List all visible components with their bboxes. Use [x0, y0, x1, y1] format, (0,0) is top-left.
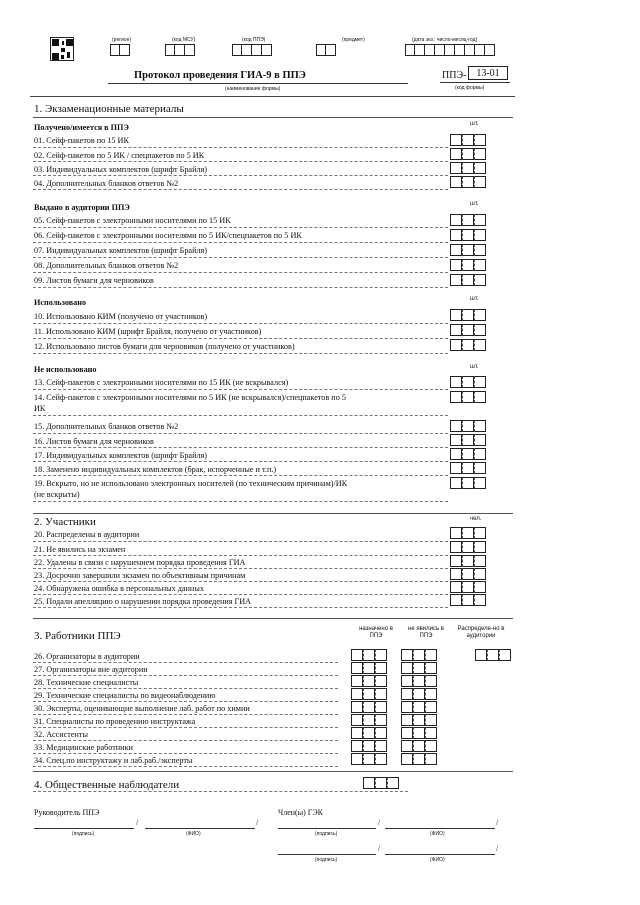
item-33-absent-field[interactable]: [401, 740, 437, 752]
form-name-label: (наименование формы): [225, 86, 281, 92]
group-issued-heading: Выдано в аудитории ППЭ: [34, 203, 130, 212]
item-09-label: 09. Листов бумаги для черновиков: [34, 276, 154, 285]
item-01-field[interactable]: [450, 134, 486, 146]
slash-separator: /: [136, 818, 139, 827]
item-32-absent-field[interactable]: [401, 727, 437, 739]
item-30-assigned-field[interactable]: [351, 701, 387, 713]
item-18-field[interactable]: [450, 462, 486, 474]
item-separator: [33, 389, 448, 390]
section-4-top-divider: [33, 771, 513, 772]
item-06-label: 06. Сейф-пакетов с электронными носителями по 5 ИК/спецпакетов по 5 ИК: [34, 231, 302, 240]
item-15-field[interactable]: [450, 420, 486, 432]
item-20-field[interactable]: [450, 527, 486, 539]
item-24-field[interactable]: [450, 581, 486, 593]
item-26-absent-field[interactable]: [401, 649, 437, 661]
item-separator: [33, 323, 448, 324]
item-separator: [33, 607, 448, 608]
fio-caption: (ФИО): [430, 831, 445, 837]
exam-date-label: (дата экз.: число-месяц-год): [412, 37, 478, 43]
unit-pcs-label: шт.: [470, 201, 479, 207]
form-code-box: 13-01: [468, 66, 508, 80]
item-17-field[interactable]: [450, 448, 486, 460]
item-31-label: 31. Специалисты по проведению инструктажа: [34, 717, 196, 726]
msu-code-field[interactable]: [165, 44, 195, 56]
head-signature-field[interactable]: [34, 828, 134, 829]
item-14-field[interactable]: [450, 391, 486, 403]
slash-separator: /: [378, 844, 381, 853]
region-label: (регион): [112, 37, 132, 43]
slash-separator: /: [256, 818, 259, 827]
section-1-divider: [33, 117, 513, 118]
item-34-absent-field[interactable]: [401, 753, 437, 765]
item-separator: [33, 147, 448, 148]
item-30-label: 30. Эксперты, оценивающие выполнение лаб. работ по химии: [34, 704, 250, 713]
item-separator: [33, 766, 338, 767]
item-26-label: 26. Организаторы в аудитории: [34, 652, 140, 661]
item-separator: [33, 555, 448, 556]
item-separator: [33, 175, 448, 176]
item-28-assigned-field[interactable]: [351, 675, 387, 687]
section-2-title: 2. Участники: [34, 516, 96, 528]
item-separator: [33, 541, 448, 542]
fio-caption: (ФИО): [430, 857, 445, 863]
item-32-label: 32. Ассистенты: [34, 730, 88, 739]
region-field[interactable]: [110, 44, 130, 56]
item-04-field[interactable]: [450, 176, 486, 188]
item-07-label: 07. Индивидуальных комплектов (шрифт Брайля): [34, 246, 208, 255]
item-27-absent-field[interactable]: [401, 662, 437, 674]
item-separator: [33, 415, 448, 416]
section-3-top-divider: [33, 618, 513, 619]
form-code-underline: [440, 82, 510, 83]
item-21-field[interactable]: [450, 541, 486, 553]
item-29-label: 29. Технические специалисты по видеонаблюдению: [34, 691, 216, 700]
gek1-fio-field[interactable]: [385, 828, 495, 829]
item-separator: [33, 433, 448, 434]
item-27-label: 27. Организаторы вне аудитории: [34, 665, 148, 674]
item-separator: [33, 701, 338, 702]
item-separator: [33, 675, 338, 676]
section-3-title: 3. Работники ППЭ: [34, 630, 121, 642]
item-18-label: 18. Заменено индивидуальных комплектов (брак, испорченные и т.п.): [34, 465, 277, 474]
form-code-prefix: ППЭ-: [442, 70, 467, 81]
fio-caption: (ФИО): [186, 831, 201, 837]
ppe-code-label: (код ППЭ): [242, 37, 266, 43]
signature-caption: (подпись): [315, 831, 338, 837]
slash-separator: /: [496, 818, 499, 827]
subject-field[interactable]: [316, 44, 336, 56]
item-03-field[interactable]: [450, 162, 486, 174]
item-separator: [33, 272, 448, 273]
item-separator: [33, 189, 448, 190]
item-14-label: 14. Сейф-пакетов с электронными носителями по 5 ИК (не вскрывался)/спецпакетов по 5: [34, 393, 346, 402]
group-unused-heading: Не использовано: [34, 365, 97, 374]
item-26-distributed-field[interactable]: [475, 649, 511, 661]
item-11-field[interactable]: [450, 324, 486, 336]
gek-member-label: Член(ы) ГЭК: [278, 808, 323, 817]
item-29-absent-field[interactable]: [401, 688, 437, 700]
item-32-assigned-field[interactable]: [351, 727, 387, 739]
item-22-label: 22. Удалены в связи с нарушением порядка проведения ГИА: [34, 558, 246, 567]
item-33-label: 33. Медицинские работники: [34, 743, 133, 752]
item-07-field[interactable]: [450, 244, 486, 256]
item-34-assigned-field[interactable]: [351, 753, 387, 765]
item-21-label: 21. Не явились на экзамен: [34, 545, 126, 554]
item-28-label: 28. Технические специалисты: [34, 678, 139, 687]
signature-caption: (подпись): [72, 831, 95, 837]
item-separator: [33, 791, 408, 792]
item-08-label: 08. Дополнительных бланков ответов №2: [34, 261, 179, 270]
item-12-field[interactable]: [450, 339, 486, 351]
item-16-label: 16. Листов бумаги для черновиков: [34, 437, 154, 446]
msu-code-label: (код МСУ): [172, 37, 196, 43]
item-19-label-cont: (не вскрыты): [34, 490, 80, 499]
item-11-label: 11. Использовано КИМ (шрифт Брайля, получено от участников): [34, 327, 262, 336]
item-10-label: 10. Использовано КИМ (получено от участников): [34, 312, 208, 321]
ppe-code-field[interactable]: [232, 44, 272, 56]
item-separator: [33, 242, 448, 243]
item-separator: [33, 740, 338, 741]
item-25-label: 25. Подали апелляцию о нарушении порядка проведения ГИА: [34, 597, 252, 606]
item-02-label: 02. Сейф-пакетов по 5 ИК / спецпакетов по 5 ИК: [34, 151, 205, 160]
gek2-signature-field[interactable]: [278, 854, 376, 855]
item-separator: [33, 727, 338, 728]
signature-caption: (подпись): [315, 857, 338, 863]
form-name-underline: [108, 83, 408, 84]
group-used-heading: Использовано: [34, 298, 87, 307]
item-02-field[interactable]: [450, 148, 486, 160]
item-separator: [33, 714, 338, 715]
item-separator: [33, 287, 448, 288]
item-separator: [33, 662, 338, 663]
item-29-assigned-field[interactable]: [351, 688, 387, 700]
form-title: Протокол проведения ГИА-9 в ППЭ: [134, 70, 306, 81]
item-separator: [33, 447, 448, 448]
item-33-assigned-field[interactable]: [351, 740, 387, 752]
item-separator: [33, 475, 448, 476]
exam-date-field[interactable]: [405, 44, 495, 56]
slash-separator: /: [496, 844, 499, 853]
item-26-assigned-field[interactable]: [351, 649, 387, 661]
unit-persons-label: чел.: [470, 516, 482, 522]
ppe-head-label: Руководитель ППЭ: [34, 808, 100, 817]
head-fio-field[interactable]: [145, 828, 255, 829]
item-25-field[interactable]: [450, 594, 486, 606]
item-19-label: 19. Вскрыто, но не использовано электронных носителей (по техническим причинам)/ИК: [34, 479, 348, 488]
item-05-field[interactable]: [450, 214, 486, 226]
item-20-label: 20. Распределены в аудитории: [34, 530, 140, 539]
item-separator: [33, 461, 448, 462]
item-separator: [33, 568, 448, 569]
item-15-label: 15. Дополнительных бланков ответов №2: [34, 422, 179, 431]
item-10-field[interactable]: [450, 309, 486, 321]
item-13-label: 13. Сейф-пакетов с электронными носителями по 15 ИК (не вскрывался): [34, 378, 289, 387]
col-absent-header: не явились в ППЭ: [408, 626, 444, 639]
gek1-signature-field[interactable]: [278, 828, 376, 829]
item-separator: [33, 227, 448, 228]
item-06-field[interactable]: [450, 229, 486, 241]
item-17-label: 17. Индивидуальных комплектов (шрифт Брайля): [34, 451, 208, 460]
item-01-label: 01. Сейф-пакетов по 15 ИК: [34, 136, 129, 145]
item-separator: [33, 353, 448, 354]
item-separator: [33, 257, 448, 258]
item-23-label: 23. Досрочно завершили экзамен по объективным причинам: [34, 571, 246, 580]
item-13-field[interactable]: [450, 376, 486, 388]
item-16-field[interactable]: [450, 434, 486, 446]
item-separator: [33, 594, 448, 595]
gek2-fio-field[interactable]: [385, 854, 495, 855]
subject-label: (предмет): [342, 37, 365, 43]
item-14-label-cont: ИК: [34, 404, 46, 413]
unit-pcs-label: шт.: [470, 121, 479, 127]
item-27-assigned-field[interactable]: [351, 662, 387, 674]
item-separator: [33, 753, 338, 754]
item-30-absent-field[interactable]: [401, 701, 437, 713]
item-24-label: 24. Обнаружена ошибка в персональных данных: [34, 584, 204, 593]
item-separator: [33, 501, 448, 502]
item-08-field[interactable]: [450, 259, 486, 271]
qr-code: [50, 37, 74, 61]
item-separator: [33, 161, 448, 162]
item-05-label: 05. Сейф-пакетов с электронными носителями по 15 ИК: [34, 216, 231, 225]
unit-pcs-label: шт.: [470, 296, 479, 302]
item-31-assigned-field[interactable]: [351, 714, 387, 726]
item-03-label: 03. Индивидуальных комплектов (шрифт Брайля): [34, 165, 208, 174]
col-distributed-header: Распределе-но в аудитории: [457, 626, 505, 639]
item-09-field[interactable]: [450, 274, 486, 286]
item-separator: [33, 581, 448, 582]
item-23-field[interactable]: [450, 568, 486, 580]
item-separator: [33, 338, 448, 339]
group-received-heading: Получено/имеется в ППЭ: [34, 123, 129, 132]
section-4-title: 4. Общественные наблюдатели: [34, 779, 180, 791]
unit-pcs-label: шт.: [470, 364, 479, 370]
item-31-absent-field[interactable]: [401, 714, 437, 726]
col-assigned-header: назначено в ППЭ: [359, 626, 393, 639]
form-code-label: (код формы): [455, 85, 485, 91]
section-2-top-divider: [33, 513, 513, 514]
item-19-field[interactable]: [450, 477, 486, 489]
header-divider: [30, 96, 515, 97]
item-34-label: 34. Спец.по инструктажу и лаб.раб./эксперты: [34, 756, 193, 765]
item-22-field[interactable]: [450, 555, 486, 567]
item-28-absent-field[interactable]: [401, 675, 437, 687]
slash-separator: /: [378, 818, 381, 827]
item-12-label: 12. Использовано листов бумаги для черновиков (получено от участников): [34, 342, 295, 351]
item-separator: [33, 688, 338, 689]
section-1-title: 1. Экзаменационные материалы: [34, 103, 184, 115]
observers-field[interactable]: [363, 777, 399, 789]
item-04-label: 04. Дополнительных бланков ответов №2: [34, 179, 179, 188]
